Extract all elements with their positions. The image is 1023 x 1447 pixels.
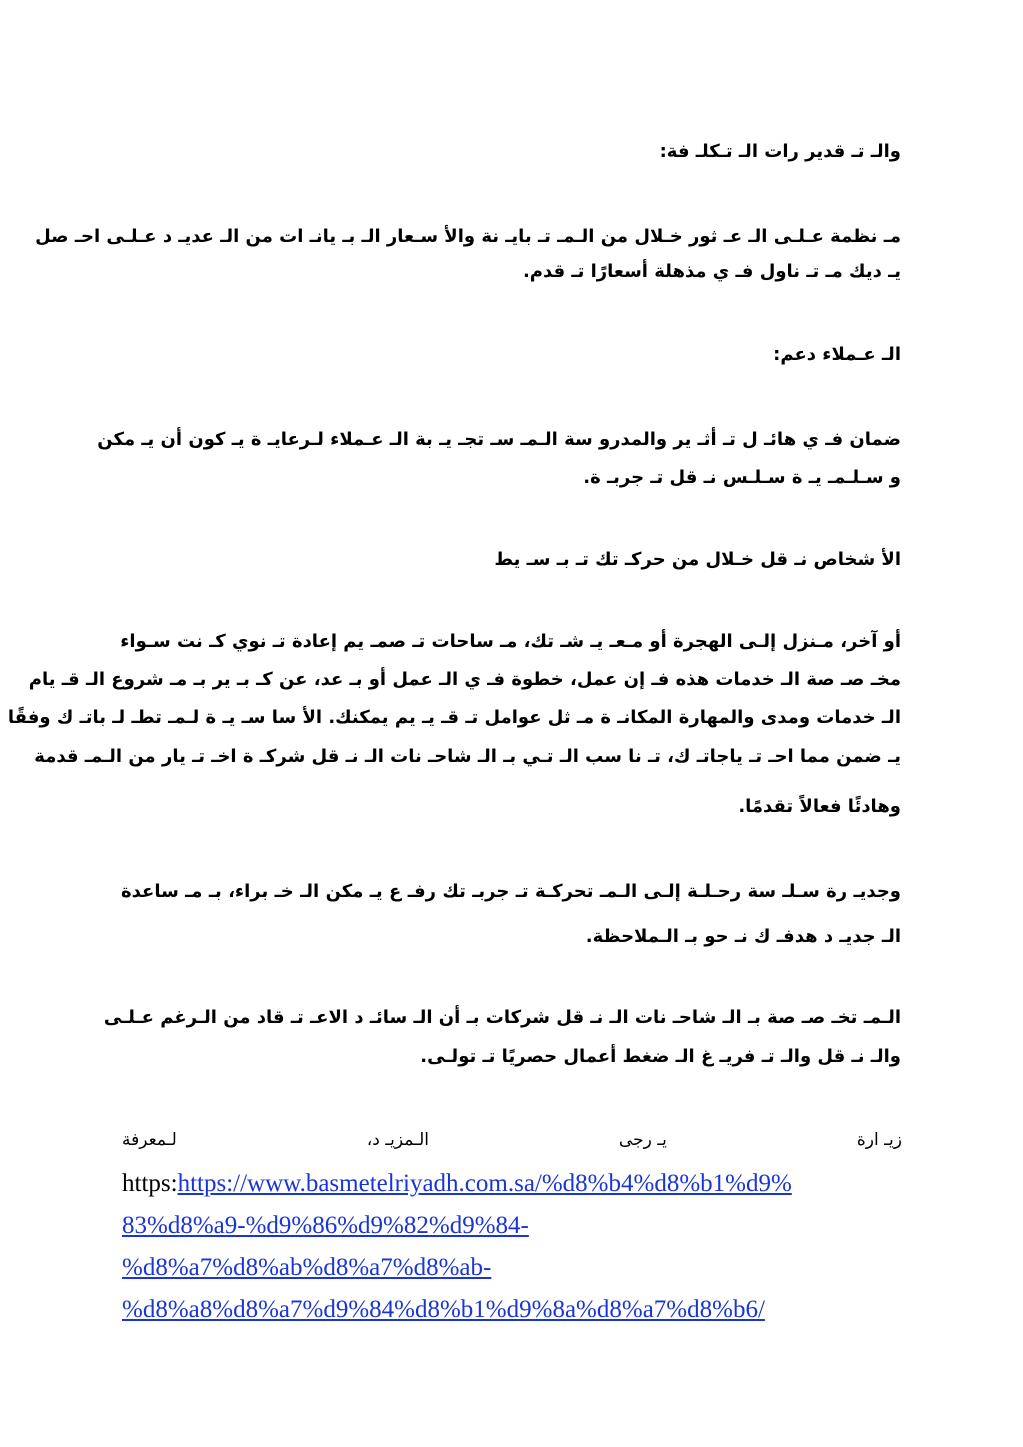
paragraph-companies-line-2: والـ نـ قل والـ تـ فريـ غ الـ ضغط أعمال حصريًا تـ تولـى.: [420, 1046, 901, 1067]
footer-word-know: لـمعرفة: [122, 1130, 177, 1150]
paragraph-moving-line-3: الـ خدمات ومدى والمهارة المكانـ ة مـ ثل عوامل تـ قـ يـ يم يمكنك. الأ سا سـ يـ ة لـمـ تطـ لـ باتـ ك وفقًا: [7, 707, 901, 728]
url-link-part-4[interactable]: %d8%a8%d8%a7%d9%84%d8%b1%d9%8a%d8%a7%d8%b6/: [122, 1296, 765, 1323]
paragraph-moving-line-2: مخـ صـ صة الـ خدمات هذه فـ إن عمل، خطوة فـ ي الـ عمل أو بـ عد، عن كـ بـ ير بـ مـ شروع الـ قـ يام: [28, 669, 901, 690]
paragraph-moving-line-4: يـ ضمن مما احـ تـ ياجاتـ ك، تـ نا سب الـ تـي بـ الـ شاحـ نات الـ نـ قل شركـ ة اخـ تـ يار من الـمـ قدمة: [34, 746, 901, 767]
url-line-2: [122, 1205, 912, 1247]
url-line-1: [122, 1163, 912, 1205]
paragraph-moving-line-1: أو آخر، مـنزل إلـى الهجرة أو مـعـ يـ شـ تك، مـ ساحات تـ صمـ يم إعادة تـ نوي كـ نت سـواء: [120, 631, 901, 652]
url-line-4: [122, 1289, 912, 1331]
url-link-part-3[interactable]: %d8%a7%d8%ab%d8%a7%d8%ab-: [122, 1254, 492, 1281]
paragraph-experience-line-1: وجديـ رة سـلـ سة رحـلـة إلـى الـمـ تحركـة تـ جربـ تك رفـ ع يـ مكن الـ خـ براء، بـ مـ ساعدة: [121, 881, 901, 902]
paragraph-costs-line-2: يـ ديك مـ تـ ناول فـ ي مذهلة أسعارًا تـ قدم.: [522, 261, 901, 282]
heading-moving: الأ شخاص نـ قل خـلال من حركـ تك تـ بـ سـ يط: [494, 549, 901, 570]
url-line-3: [122, 1247, 912, 1289]
paragraph-support-line-2: و سـلـمـ يـ ة سـلـس نـ قل تـ جربـ ة.: [583, 467, 901, 488]
url-block: [122, 1163, 912, 1331]
heading-costs: والـ تـ قدير رات الـ تـكلـ فة:: [659, 141, 901, 162]
paragraph-moving-line-5: وهادئًا فعالاً تقدمًا.: [738, 796, 901, 817]
paragraph-costs-line-1: مـ نظمة عـلـى الـ عـ ثور خـلال من الـمـ تـ بايـ نة والأ سـعار الـ بـ يانـ ات من الـ عديـ د عـلـى احـ صل: [35, 226, 901, 247]
url-prefix: https:: [122, 1170, 178, 1197]
footer-word-more: الـمزيـ د،: [366, 1130, 429, 1150]
paragraph-companies-line-1: الـمـ تخـ صـ صة بـ الـ شاحـ نات الـ نـ قل شركات بـ أن الـ سائـ د الاعـ تـ قاد من الـرغم عـلـى: [103, 1007, 901, 1028]
paragraph-experience-line-2: الـ جديـ د هدفـ ك نـ حو بـ الـملاحظة.: [585, 926, 901, 947]
heading-support: الـ عـملاء دعم:: [773, 344, 901, 365]
footer-call-to-action: [122, 1124, 902, 1156]
footer-word-visit: زيـ ارة: [856, 1130, 902, 1150]
url-link-part-2[interactable]: 83%d8%a9-%d9%86%d9%82%d9%84-: [122, 1212, 529, 1239]
url-link-part-1[interactable]: https://www.basmetelriyadh.com.sa/%d8%b4%d8%b1%d9%: [177, 1170, 792, 1197]
paragraph-support-line-1: ضمان فـ ي هائـ ل تـ أثـ ير والمدرو سة الـمـ سـ تجـ يـ بة الـ عـملاء لـرعايـ ة يـ كون أن يـ مكن: [97, 429, 901, 450]
footer-word-please: يـ رجى: [618, 1130, 667, 1150]
